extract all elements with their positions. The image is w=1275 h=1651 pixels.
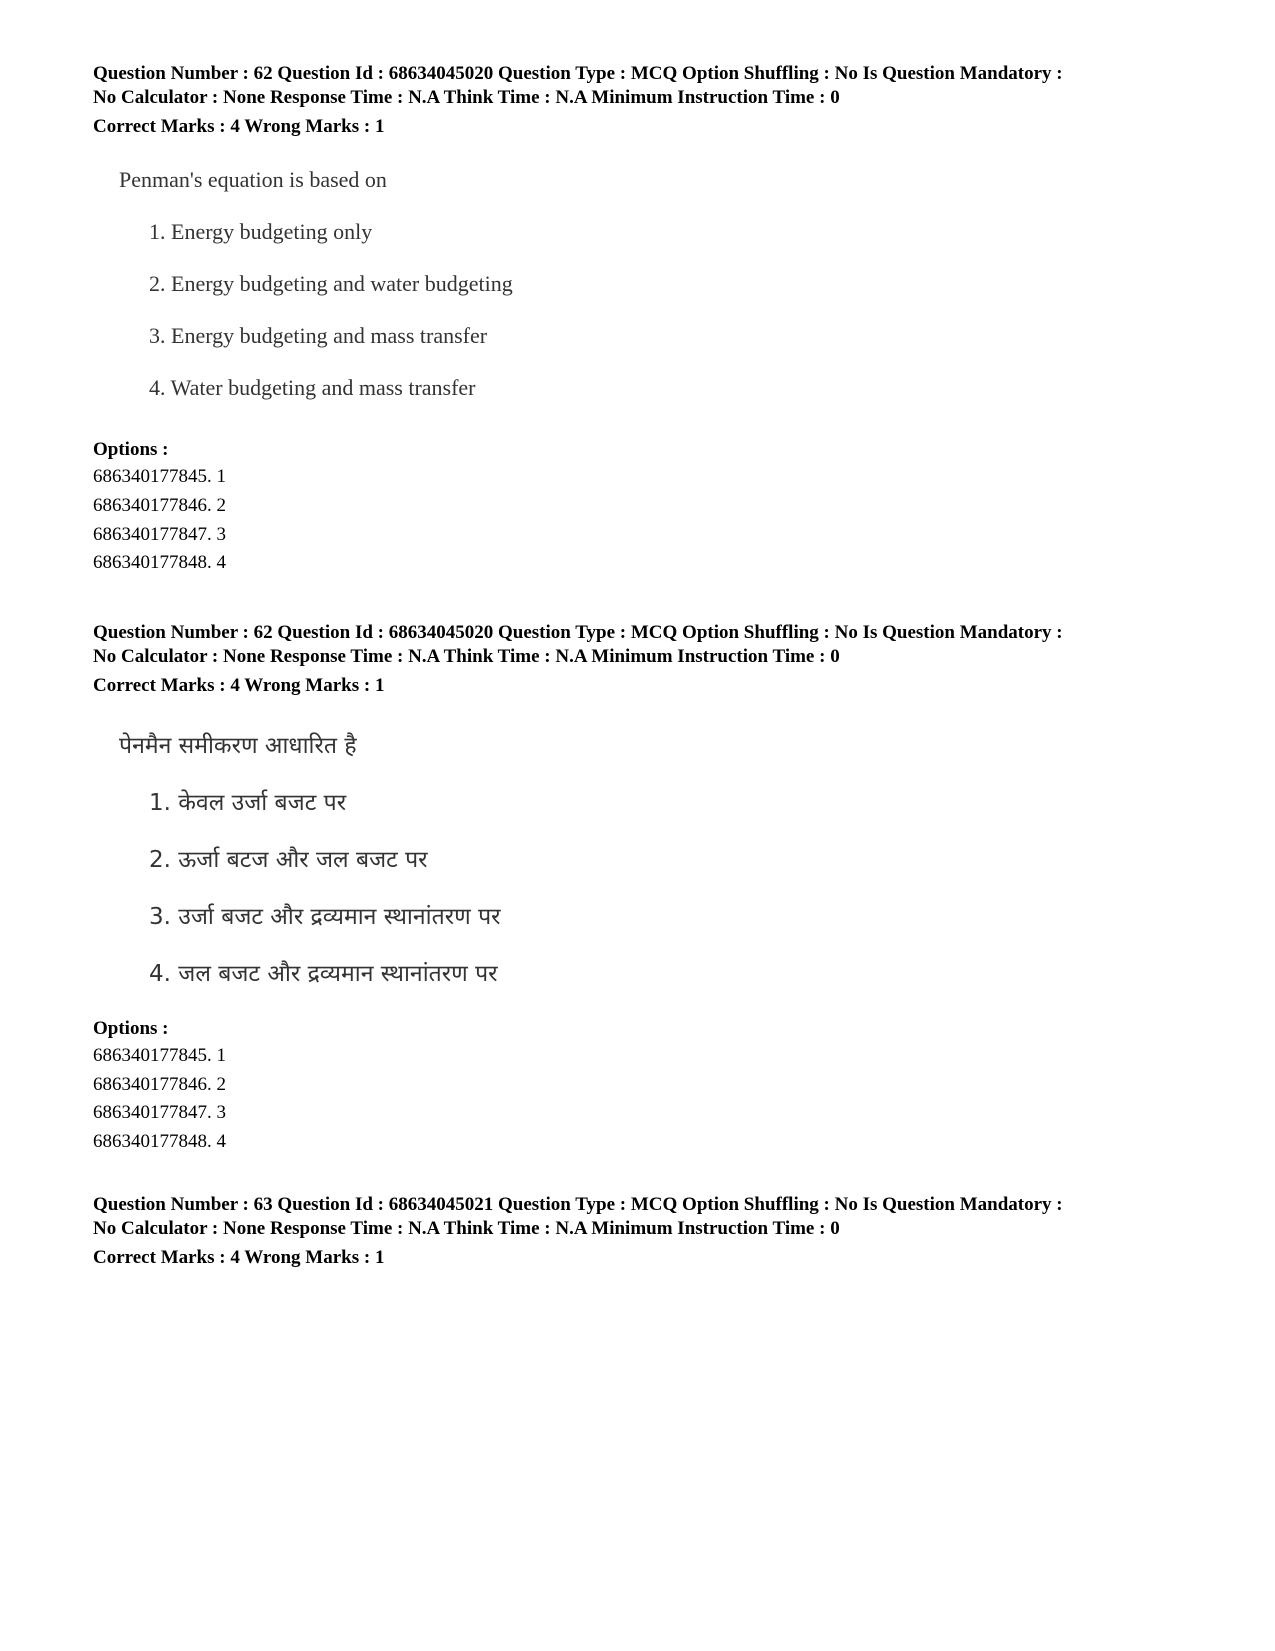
option-line: 686340177847. 3 <box>93 524 226 545</box>
question-block-63 <box>93 1193 1213 1270</box>
choice-item: 1. Energy budgeting only <box>149 219 373 244</box>
option-line: 686340177846. 2 <box>93 1074 226 1095</box>
question-marks: Correct Marks : 4 Wrong Marks : 1 <box>93 1247 385 1268</box>
options-label: Options : <box>93 1018 169 1039</box>
choice-item: 3. उर्जा बजट और द्रव्यमान स्थानांतरण पर <box>149 904 501 930</box>
choice-item: 4. Water budgeting and mass transfer <box>149 375 476 400</box>
option-line: 686340177847. 3 <box>93 1102 226 1123</box>
option-line: 686340177848. 4 <box>93 1131 226 1152</box>
choice-item: 2. ऊर्जा बटज और जल बजट पर <box>149 847 428 873</box>
question-meta-line2: No Calculator : None Response Time : N.A Think Time : N.A Minimum Instruction Time : 0 <box>93 646 840 667</box>
question-meta-line2: No Calculator : None Response Time : N.A Think Time : N.A Minimum Instruction Time : 0 <box>93 87 840 108</box>
question-stem: पेनमैन समीकरण आधारित है <box>119 733 357 759</box>
question-meta-line1: Question Number : 62 Question Id : 68634045020 Question Type : MCQ Option Shuffling : No Is Question Mandatory : <box>93 63 1063 84</box>
question-block-english <box>93 62 1213 573</box>
option-line: 686340177845. 1 <box>93 466 226 487</box>
question-meta-line1: Question Number : 62 Question Id : 68634045020 Question Type : MCQ Option Shuffling : No Is Question Mandatory : <box>93 622 1063 643</box>
question-meta-line1: Question Number : 63 Question Id : 68634045021 Question Type : MCQ Option Shuffling : No Is Question Mandatory : <box>93 1194 1063 1215</box>
choice-item: 2. Energy budgeting and water budgeting <box>149 271 513 296</box>
option-line: 686340177848. 4 <box>93 552 226 573</box>
question-stem: Penman's equation is based on <box>119 167 387 192</box>
question-meta-line2: No Calculator : None Response Time : N.A Think Time : N.A Minimum Instruction Time : 0 <box>93 1218 840 1239</box>
question-marks: Correct Marks : 4 Wrong Marks : 1 <box>93 116 385 137</box>
choice-item: 4. जल बजट और द्रव्यमान स्थानांतरण पर <box>149 961 498 987</box>
choice-item: 1. केवल उर्जा बजट पर <box>149 790 347 816</box>
option-line: 686340177846. 2 <box>93 495 226 516</box>
question-marks: Correct Marks : 4 Wrong Marks : 1 <box>93 675 385 696</box>
choice-item: 3. Energy budgeting and mass transfer <box>149 323 488 348</box>
options-label: Options : <box>93 439 169 460</box>
option-line: 686340177845. 1 <box>93 1045 226 1066</box>
question-block-hindi <box>93 621 1213 1152</box>
